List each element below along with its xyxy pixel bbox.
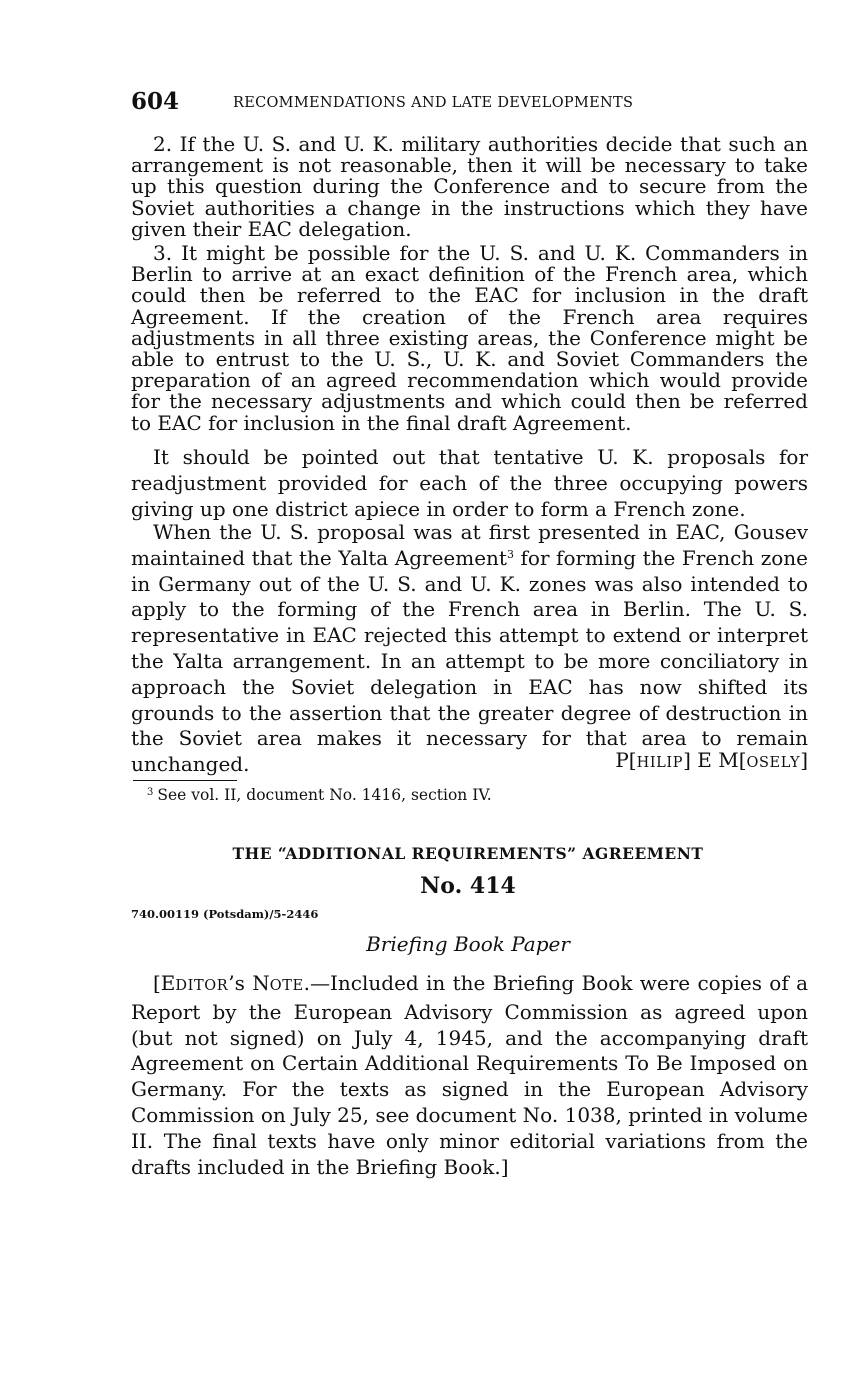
signature: P[HILIP] E M[OSELY] — [615, 748, 808, 772]
section-heading: THE “ADDITIONAL REQUIREMENTS” AGREEMENT — [232, 844, 704, 863]
footnote — [147, 786, 492, 804]
paragraph-3: 3. It might be possible for the U. S. and U. K. Commanders in Berlin to arrive at an exact definition of the French area, which could then be referred to the EAC for inclusion in the draft Agreement. If the creation of the French area requires adjustments in all three existing areas, the Conference might be able to entrust to the U. S., U. K. and Soviet Commanders the preparation of an agreed recommendation which would provide for the necessary adjustments and which could then be referred to EAC for inclusion in the final draft Agreement. — [131, 241, 808, 435]
document-number: No. 414 — [420, 873, 516, 899]
paragraph-2: 2. If the U. S. and U. K. military authorities decide that such an arrangement is not reasonable, then it will be necessary to take up this question during the Conference and to secure from the Soviet authorities a change in the instructions which they have given their EAC delegation. — [131, 132, 808, 241]
editors-note: [EDITOR’s NOTE.—Included in the Briefing Book were copies of a Report by the European Advisory Commission as agreed upon (but not signed) on July 4, 1945, and the accompanying draft Agreement on Certain Additional Requirements To Be Imposed on Germany. For the texts as signed in the European Advisory Commission on July 25, see document No. 1038, printed in volume II. The final texts have only minor editorial variations from the drafts included in the Briefing Book.] — [131, 971, 808, 1179]
running-head — [131, 88, 811, 118]
paragraph-gousev-text-2: for forming the French zone in Germany out of the U. S. and U. K. zones was also intended to apply to the forming of the French area in Berlin. The U. S. representative in EAC rejected this attempt to extend or interpret the Yalta arrangement. In an attempt to be more conciliatory in approach the Soviet delegation in EAC has now shifted its grounds to the assertion that the greater degree of destruction in the Soviet area makes it necessary for that area to remain unchanged. — [131, 545, 809, 777]
document-title: Briefing Book Paper — [366, 932, 570, 956]
paragraph-tentative-proposals: It should be pointed out that tentative U. K. proposals for readjustment provided for each of the three occupying powers giving up one district apiece in order to form a French zone. — [131, 445, 808, 521]
running-title: RECOMMENDATIONS AND LATE DEVELOPMENTS — [233, 95, 634, 111]
footnote-text: See vol. II, document No. 1416, section IV. — [157, 786, 492, 804]
footnote-reference: 3 — [506, 547, 514, 561]
file-number: 740.00119 (Potsdam)/5-2446 — [131, 907, 319, 921]
page-number: 604 — [131, 88, 180, 115]
paragraph-gousev — [131, 520, 808, 778]
footnote-marker: 3 — [147, 787, 154, 798]
footnote-divider — [133, 780, 237, 781]
paragraph-gousev-text-1: When the U. S. proposal was at first presented in EAC, Gousev maintained that the Yalta Agreement — [131, 520, 808, 570]
